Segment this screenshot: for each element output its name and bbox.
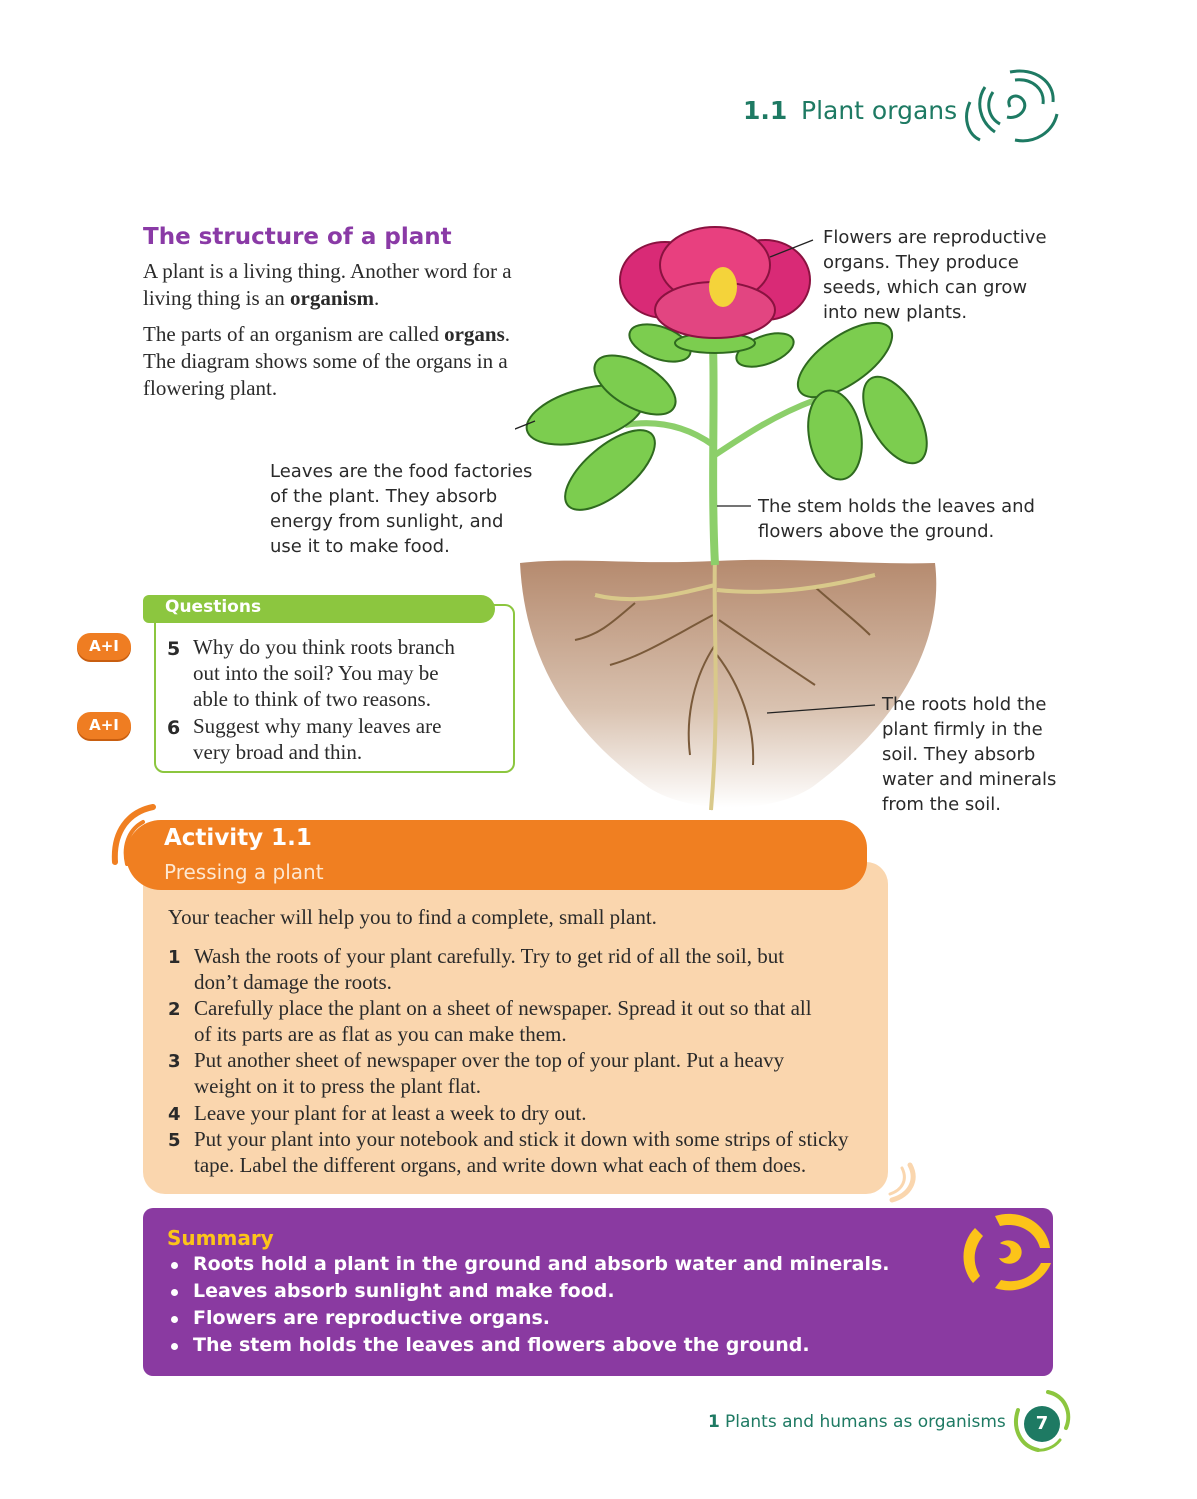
step-number: 2: [168, 999, 181, 1020]
footer-chapter-title: Plants and humans as organisms: [725, 1412, 1006, 1432]
intro-p2-end: . The diagram shows some of the organs in a flowering plant.: [143, 322, 511, 400]
section-number: 1.1: [743, 96, 788, 125]
flowers-label: Flowers are reproductive organs. They produce seeds, which can grow into new plants.: [823, 227, 1047, 323]
summary-item: Flowers are reproductive organs.: [193, 1307, 551, 1329]
summary-item: Leaves absorb sunlight and make food.: [193, 1280, 615, 1302]
step-text: Wash the roots of your plant carefully. Try to get rid of all the soil, but don’t damage the roots.: [194, 944, 785, 994]
ai-badge: A+I: [77, 712, 131, 739]
swirl-logo-icon: [955, 62, 1065, 148]
question-number: 6: [167, 717, 181, 739]
footer-chapter-number: 1: [708, 1412, 720, 1432]
intro-p2-text: The parts of an organism are called: [143, 322, 445, 346]
activity-title: Activity 1.1: [164, 825, 312, 851]
soil-illustration: [520, 560, 936, 808]
stem-illustration: [713, 345, 715, 565]
bullet: [171, 1343, 178, 1350]
step-number: 3: [168, 1051, 181, 1072]
summary-item: The stem holds the leaves and flowers above the ground.: [193, 1334, 810, 1356]
intro-p1-text: A plant is a living thing. Another word for a living thing is an: [143, 259, 512, 310]
summary-title: Summary: [167, 1226, 274, 1250]
step-number: 1: [168, 947, 181, 968]
activity-corner-swoosh-icon: [880, 1160, 925, 1205]
term-organism: organism: [290, 286, 374, 310]
leaves-label: Leaves are the food factories of the plant. They absorb energy from sunlight, and use it to make food.: [270, 461, 533, 557]
intro-paragraph-2: [143, 321, 513, 402]
summary-item: Roots hold a plant in the ground and absorb water and minerals.: [193, 1253, 890, 1275]
section-title: Plant organs: [801, 96, 958, 125]
bullet: [171, 1316, 178, 1323]
page-number: 7: [1024, 1406, 1060, 1442]
step-text: Leave your plant for at least a week to dry out.: [194, 1101, 587, 1125]
question-text: Why do you think roots branch out into the soil? You may be able to think of two reasons.: [193, 635, 455, 711]
intro-p1-end: .: [374, 286, 380, 310]
question-text: Suggest why many leaves are very broad and thin.: [193, 714, 442, 764]
intro-paragraph-1: [143, 258, 513, 312]
stem-label: The stem holds the leaves and flowers above the ground.: [758, 496, 1035, 542]
term-organs: organs: [444, 322, 505, 346]
activity-intro: Your teacher will help you to find a complete, small plant.: [168, 905, 657, 929]
summary-swirl-icon: [955, 1208, 1053, 1294]
roots-label: The roots hold the plant firmly in the soil. They absorb water and minerals from the soil.: [882, 694, 1057, 815]
activity-subtitle: Pressing a plant: [164, 860, 324, 884]
step-number: 4: [168, 1104, 181, 1125]
intro-heading: The structure of a plant: [143, 224, 452, 250]
questions-title: Questions: [165, 597, 262, 617]
bullet: [171, 1289, 178, 1296]
question-number: 5: [167, 638, 181, 660]
step-number: 5: [168, 1130, 181, 1151]
step-text: Put your plant into your notebook and stick it down with some strips of sticky tape. Label the different organs, and write down what each of them does.: [194, 1127, 849, 1177]
bullet: [171, 1262, 178, 1269]
step-text: Put another sheet of newspaper over the top of your plant. Put a heavy weight on it to press the plant flat.: [194, 1048, 785, 1098]
ai-badge: A+I: [77, 633, 131, 660]
step-text: Carefully place the plant on a sheet of newspaper. Spread it out so that all of its parts are as flat as you can make them.: [194, 996, 812, 1046]
